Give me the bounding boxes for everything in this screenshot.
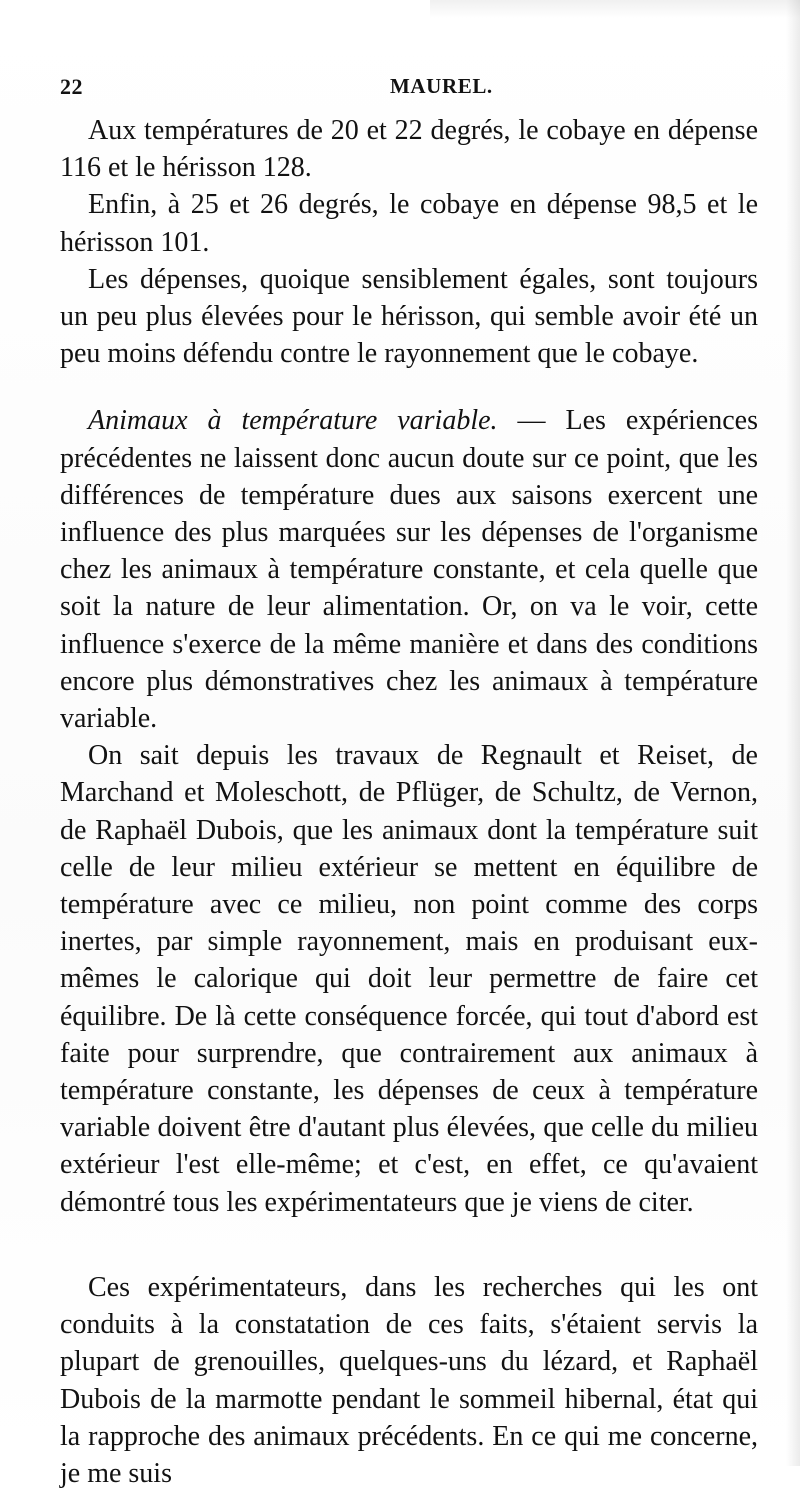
page-number: 22 — [60, 74, 83, 99]
body-text — [60, 112, 758, 1492]
paragraph-5-text: On sait depuis les travaux de Regnault et Reiset, de Marchand et Moleschott, de Pflüger, de Schultz, de Vernon, de Raphaël Dubois, que les animaux dont la température suit celle de leur milieu extérieur se mettent en équilibre de température avec ce milieu, non point comme des corps inertes, par simple rayonnement, mais en produisant eux-mêmes le calorique qui doit leur permettre de faire cet équilibre. De là cette conséquence forcée, qui tout d'abord est faite pour surprendre, que contrairement aux animaux à température constante, les dépenses de ceux à température variable doivent être d'autant plus élevées, que celle du milieu extérieur l'est elle-même; et c'est, en effet, ce qu'avaient démontré tous les expérimentateurs que je viens de citer. — [60, 740, 758, 1218]
paragraph-2 — [60, 186, 758, 260]
page-header — [60, 66, 758, 106]
section-gap-large — [60, 1221, 758, 1269]
paragraph-6 — [60, 1269, 758, 1492]
paragraph-1 — [60, 112, 758, 186]
paragraph-4 — [60, 402, 758, 737]
paragraph-6-text: Ces expérimentateurs, dans les recherches qui les ont conduits à la constatation de ces faits, s'étaient servis la plupart de grenouilles, quelques-uns du lézard, et Raphaël Dubois de la marmotte pendant le sommeil hibernal, état qui la rapproche des animaux précédents. En ce qui me concerne, je me suis — [60, 1271, 758, 1489]
paragraph-3-text: Les dépenses, quoique sensiblement égales, sont toujours un peu plus élevées pour le hérisson, qui semble avoir été un peu moins défendu contre le rayonnement que le cobaye. — [60, 263, 758, 370]
paragraph-1-text: Aux températures de 20 et 22 degrés, le cobaye en dépense 116 et le hérisson 128. — [60, 115, 758, 184]
paragraph-3 — [60, 261, 758, 373]
paragraph-4-text: — Les expériences précédentes ne laissent donc aucun doute sur ce point, que les différences de température dues aux saisons exercent une influence des plus marquées sur les dépenses de l'organisme chez les animaux à température constante, et cela quelle que soit la nature de leur alimentation. Or, on va le voir, cette influence s'exerce de la même manière et dans des conditions encore plus démonstratives chez les animaux à température variable. — [60, 405, 758, 735]
section-gap — [60, 372, 758, 402]
scan-shadow-top — [430, 0, 800, 18]
running-head: MAUREL. — [390, 74, 493, 98]
section-heading-italic: Animaux à température variable. — [88, 405, 498, 437]
paragraph-2-text: Enfin, à 25 et 26 degrés, le cobaye en dépense 98,5 et le hérisson 101. — [60, 189, 758, 258]
scan-shadow-right — [786, 0, 800, 1466]
paragraph-5 — [60, 737, 758, 1221]
